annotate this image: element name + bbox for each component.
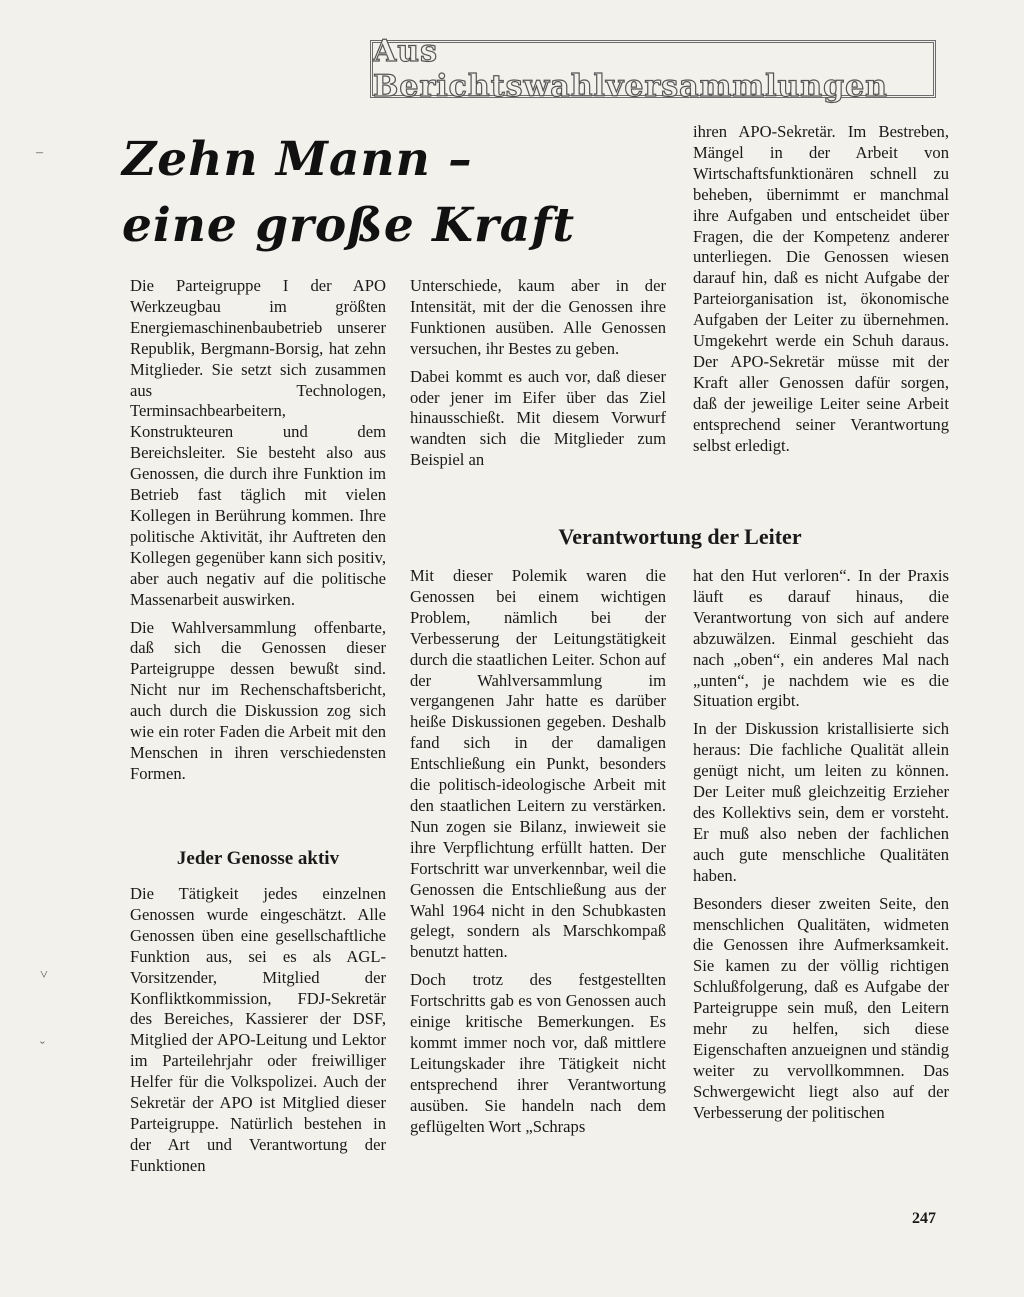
- page-number: 247: [912, 1210, 936, 1227]
- column-3-top: [693, 122, 949, 464]
- paragraph: Doch trotz des festgestellten Fortschritts gab es von Genossen auch einige kritische Bemerkungen. Es kommt immer noch vor, daß mittlere Leitungskader ihre Tätigkeit nicht entsprechend ihrer Verantwortung ausüben. Sie handeln nach dem geflügelten Wort „Schraps: [410, 970, 666, 1136]
- section-rubric: Aus Berichtswahlversammlungen: [373, 34, 888, 104]
- paragraph: Die Parteigruppe I der APO Werkzeugbau im größten Energiemaschinenbaubetrieb unserer Republik, Bergmann-Borsig, hat zehn Mitglieder. Sie setzt sich zusammen aus Technologen, Terminsachbearbeitern, Konstrukteuren und dem Bereichsleiter. Sie besteht also aus Genossen, die durch ihre Funktion im Betrieb fast täglich mit vielen Kollegen in Berührung kommen. Ihre politische Aktivität, ihr Auftreten den Kollegen gegenüber kann sich positiv, aber auch negativ auf die politische Massenarbeit auswirken.: [130, 276, 386, 609]
- column-1-continued: [130, 884, 386, 1184]
- margin-mark: –: [36, 145, 43, 160]
- paragraph: Dabei kommt es auch vor, daß dieser oder jener im Eifer über das Ziel hinausschießt. Mit diesem Vorwurf wandten sich die Mitglieder zum Beispiel an: [410, 366, 666, 470]
- column-2-bottom: [410, 566, 666, 1144]
- paragraph: Besonders dieser zweiten Seite, den menschlichen Qualitäten, widmeten die Genossen ihre Aufmerksamkeit. Sie kamen zu der völlig richtigen Schlußfolgerung, daß es Aufgabe der Parteigruppe sein muß, den Leitern mehr zu helfen, sich diese Eigenschaften anzueignen und ständig weiter zu vervollkommnen. Das Schwergewicht liegt also auf der Verbesserung der politischen: [693, 893, 949, 1122]
- subheading-verantwortung: Verantwortung der Leiter: [558, 524, 802, 549]
- headline-line-1: Zehn Mann –: [122, 132, 473, 187]
- margin-mark: ˇ: [40, 1040, 45, 1055]
- paragraph: Die Wahlversammlung offenbarte, daß sich die Genossen dieser Parteigruppe dessen bewußt sind. Nicht nur im Rechenschaftsbericht, auch durch die Diskussion zog sich wie ein roter Faden die Arbeit mit den Menschen in ihren verschiedensten Formen.: [130, 617, 386, 783]
- subheading-jeder-genosse: Jeder Genosse aktiv: [176, 848, 340, 869]
- section-rubric-box: [370, 34, 936, 104]
- paragraph: Unterschiede, kaum aber in der Intensität, mit der die Genossen ihre Funktionen ausüben. Alle Genossen versuchen, ihr Bestes zu geben.: [410, 276, 666, 358]
- headline-line-2: eine große Kraft: [122, 198, 576, 253]
- margin-mark: ˅: [40, 968, 48, 983]
- paragraph: Mit dieser Polemik waren die Genossen bei einem wichtigen Problem, nämlich bei der Verbesserung der Leitungstätigkeit durch die staatlichen Leiter. Schon auf der Wahlversammlung im vergangenen Jahr hatte es darüber heiße Diskussionen gegeben. Deshalb fand sich in der damaligen Entschließung ein Punkt, besonders die politisch-ideologische Arbeit mit den staatlichen Leitern zu verstärken. Nun zogen sie Bilanz, inwieweit sie ihre Verpflichtung erfüllt hatten. Der Fortschritt war unverkennbar, weil die Genossen die Entschließung aus der Wahl 1964 nicht in den Schubkasten gelegt, sondern als Marschkompaß benutzt hatten.: [410, 566, 666, 962]
- paragraph: In der Diskussion kristallisierte sich heraus: Die fachliche Qualität allein genügt nicht, um leiten zu können. Der Leiter muß gleichzeitig Erzieher des Kollektivs sein, dem er vorsteht. Er muß also neben der fachlichen auch gute menschliche Qualitäten haben.: [693, 719, 949, 885]
- column-2-top: [410, 276, 666, 478]
- column-1: [130, 276, 386, 792]
- paragraph: Die Tätigkeit jedes einzelnen Genossen wurde eingeschätzt. Alle Genossen üben eine gesellschaftliche Funktion aus, sei es als AGL-Vorsitzender, Mitglied der Konfliktkommission, FDJ-Sekretär des Bereiches, Kassierer der DSF, Mitglied der APO-Leitung und Lektor im Parteilehrjahr oder freiwilliger Helfer für die Volkspolizei. Auch der Sekretär der APO ist Mitglied dieser Parteigruppe. Natürlich bestehen in der Art und Verantwortung der Funktionen: [130, 884, 386, 1175]
- column-3-bottom: [693, 566, 949, 1131]
- paragraph: ihren APO-Sekretär. Im Bestreben, Mängel in der Arbeit von Wirtschaftsfunktionären schnell zu beheben, übernimmt er manchmal ihre Aufgaben und entscheidet über Fragen, die der Kompetenz anderer unterliegen. Die Genossen wiesen darauf hin, daß es nicht Aufgabe der Parteiorganisation ist, ökonomische Aufgaben der Leiter zu übernehmen. Umgekehrt werde ein Schuh daraus. Der APO-Sekretär müsse mit der Kraft aller Genossen dafür sorgen, daß der jeweilige Leiter seine Arbeit entsprechend seiner Verantwortung selbst erledigt.: [693, 122, 949, 455]
- paragraph: hat den Hut verloren“. In der Praxis läuft es darauf hinaus, die Verantwortung von sich auf andere abzuwälzen. Einmal geschieht das nach „oben“, ein anderes Mal nach „unten“, je nachdem wie es die Situation ergibt.: [693, 566, 949, 711]
